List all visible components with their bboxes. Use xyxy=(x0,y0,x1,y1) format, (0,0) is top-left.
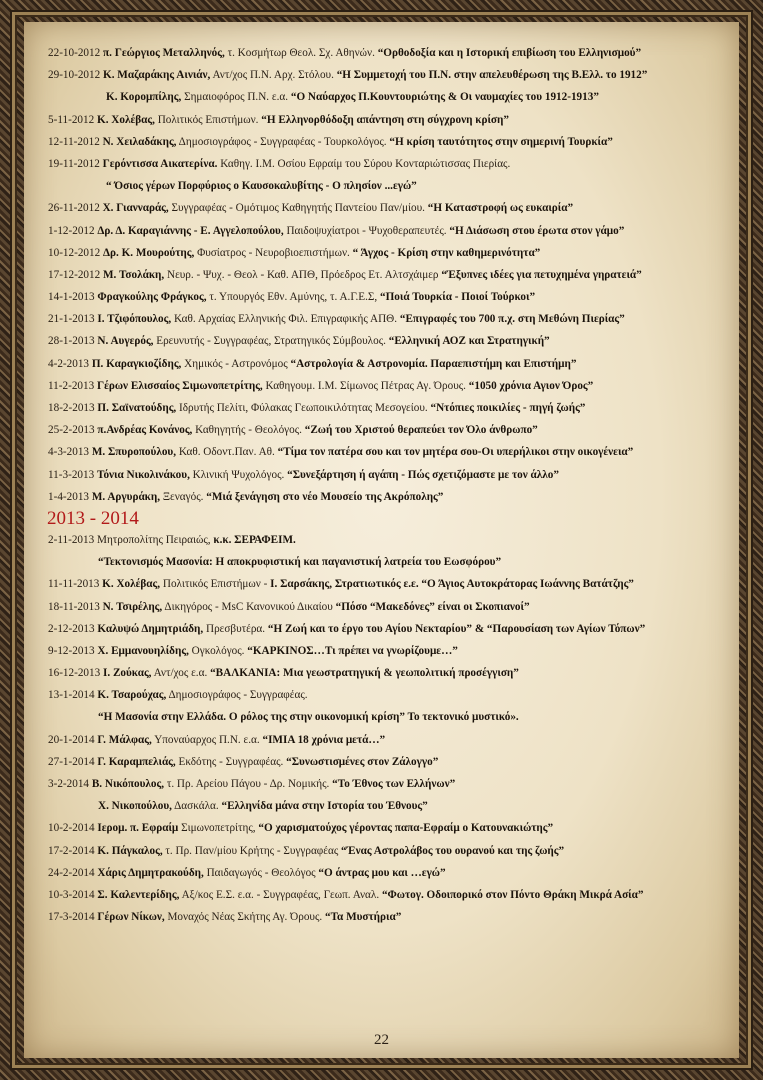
entry-date: 17-3-2014 xyxy=(48,911,95,924)
entry-title: κ.κ. ΣΕΡΑΦΕΙΜ. xyxy=(210,533,296,546)
entry-speaker: Ι. Ζούκας, xyxy=(103,667,152,680)
entry-speaker: Κ. Χολέβας, xyxy=(97,113,155,126)
entry-role: Κλινική Ψυχολόγος. xyxy=(189,468,285,481)
entry-date: 3-2-2014 xyxy=(48,778,90,790)
entry-title: “Το Έθνος των Ελλήνων” xyxy=(329,778,456,790)
entry-role: Καθηγητής - Θεολόγος. xyxy=(192,424,302,437)
entry-speaker: Κ. Τσαρούχας, xyxy=(97,689,167,702)
lecture-entry xyxy=(48,109,738,131)
entry-role: τ. Κοσμήτωρ Θεολ. Σχ. Αθηνών. xyxy=(224,47,375,59)
entry-speaker: Ν. Χειλαδάκης, xyxy=(102,135,177,148)
entry-role: Μοναχός Νέας Σκήτης Αγ. Όρους. xyxy=(164,911,323,924)
entry-title: “ΚΑΡΚΙΝΟΣ…Τι πρέπει να γνωρίζουμε…” xyxy=(244,644,458,657)
entry-role: Ξεναγός. xyxy=(160,490,204,503)
lecture-entry xyxy=(48,131,738,153)
lecture-entry xyxy=(48,264,738,286)
entry-speaker: Β. Νικόπουλος, xyxy=(91,778,165,790)
entry-date: 17-12-2012 xyxy=(48,268,101,281)
entry-date: 18-11-2013 xyxy=(48,600,100,613)
entry-role: Φυσίατρος - Νευροβιοεπιστήμων. xyxy=(194,246,350,259)
entry-date: 12-11-2012 xyxy=(48,135,100,148)
entry-date: 14-1-2013 xyxy=(48,291,95,304)
lecture-entry xyxy=(48,906,738,928)
entry-date: 16-12-2013 xyxy=(48,667,101,680)
entry-speaker: Γέρων Νίκων, xyxy=(97,911,165,924)
entry-title: “Πόσο “Μακεδόνες” είναι οι Σκοπιανοί” xyxy=(332,600,530,613)
lecture-entry xyxy=(48,486,738,508)
entry-role: Πρεσβυτέρα. xyxy=(203,622,266,635)
lecture-entry xyxy=(48,684,738,706)
lecture-entry xyxy=(48,817,738,839)
entry-speaker: Φραγκούλης Φράγκος, xyxy=(97,291,207,304)
entry-role: Συγγραφέας - Ομότιμος Καθηγητής Παντείου Παν/μίου. xyxy=(168,202,425,215)
entry-title: “Μιά ξενάγηση στο νέο Μουσείο της Ακρόπολης” xyxy=(203,490,444,503)
lecture-list-2013-2014 xyxy=(48,529,738,928)
entry-role: Σιμωνοπετρίτης, xyxy=(178,822,256,835)
lecture-entry xyxy=(48,153,738,175)
entry-date: 11-3-2013 xyxy=(48,468,95,481)
entry-role: Πολιτικός Επιστήμων. xyxy=(154,113,259,126)
entry-title: “Συνωστισμένες στον Ζάλογγο” xyxy=(283,755,439,768)
entry-speaker: Π. Σαϊνατούδης, xyxy=(97,402,177,414)
entry-date: 2-11-2013 xyxy=(48,533,95,546)
lecture-entry xyxy=(48,330,738,352)
lecture-entry xyxy=(48,464,738,486)
parchment-page xyxy=(24,22,739,1058)
entry-role: Σημαιοφόρος Π.Ν. ε.α. xyxy=(181,91,289,104)
entry-date: 9-12-2013 xyxy=(48,644,95,657)
entry-role: Αντ/χος ε.α. xyxy=(151,667,208,680)
entry-role: Δημοσιογράφος - Συγγραφέας. xyxy=(166,689,308,702)
lecture-entry xyxy=(48,86,738,108)
entry-title: “Ζωή του Χριστού θεραπεύει τον Όλο άνθρωπο” xyxy=(301,424,538,437)
lecture-entry xyxy=(48,773,738,795)
entry-date: 18-2-2013 xyxy=(48,402,95,414)
lecture-entry xyxy=(48,375,738,397)
entry-speaker: Χ. Εμμανουηλίδης, xyxy=(97,644,189,657)
entry-role: Ογκολόγος. xyxy=(188,644,245,657)
entry-speaker: Ν. Αυγερός, xyxy=(97,335,154,348)
lecture-entry xyxy=(48,286,738,308)
entry-role: Δημοσιογράφος - Συγγραφέας - Τουρκολόγος. xyxy=(176,135,387,148)
lecture-entry xyxy=(48,353,738,375)
lecture-entry xyxy=(48,42,738,64)
entry-title: “Ο χαρισματούχος γέροντας παπα-Εφραίμ ο Κατουνακιώτης” xyxy=(255,822,554,835)
entry-title: “Ορθοδοξία και η Ιστορική επιβίωση του Ελληνισμού” xyxy=(374,47,642,59)
entry-title: “Ποιά Τουρκία - Ποιοί Τούρκοι” xyxy=(377,291,536,304)
lecture-entry xyxy=(48,751,738,773)
entry-speaker: Μ. Σπυροπούλου, xyxy=(91,446,177,459)
entry-title: “Ελληνική ΑΟΖ και Στρατηγική” xyxy=(385,335,550,348)
entry-title: “Ένας Αστρολάβος του ουρανού και της ζωής” xyxy=(338,844,565,857)
entry-date: 24-2-2014 xyxy=(48,866,95,879)
entry-role: Παιδοψυχίατροι - Ψυχοθεραπευτές. xyxy=(283,224,447,237)
entry-title: “Συνεξάρτηση ή αγάπη - Πώς σχετιζόμαστε με τον άλλο” xyxy=(284,468,559,481)
entry-role: Καθηγουμ. Ι.Μ. Σίμωνος Πέτρας Αγ. Όρους. xyxy=(262,379,466,392)
lecture-entry xyxy=(48,573,738,595)
entry-title: “Η κρίση ταυτότητος στην σημερινή Τουρκία” xyxy=(386,135,613,148)
entry-title: “ Όσιος γέρων Πορφύριος ο Καυσοκαλυβίτης - Ο πλησίον ...εγώ” xyxy=(106,180,417,193)
entry-title: “ΙΜΙΑ 18 χρόνια μετά…” xyxy=(259,733,386,746)
lecture-entry xyxy=(48,795,738,817)
entry-date: 29-10-2012 xyxy=(48,69,101,82)
lecture-entry xyxy=(48,419,738,441)
entry-role: Εκδότης - Συγγραφέας. xyxy=(175,755,284,768)
entry-date: 10-12-2012 xyxy=(48,246,101,259)
entry-speaker: Κ. Χολέβας, xyxy=(102,578,161,591)
entry-date: 25-2-2013 xyxy=(48,424,95,437)
entry-role: Δασκάλα. xyxy=(171,800,219,813)
entry-role: Καθ. Οδοντ.Παν. Αθ. xyxy=(176,446,275,459)
entry-role: Αξ/κος Ε.Σ. ε.α. - Συγγραφέας, Γεωπ. Αναλ. xyxy=(179,888,380,901)
entry-speaker: Κ. Μαζαράκης Αινιάν, xyxy=(103,69,211,82)
entry-title: “Τεκτονισμός Μασονία: Η αποκρυφιστική και παγανιστική λατρεία του Εωσφόρου” xyxy=(98,556,502,569)
lecture-entry xyxy=(48,441,738,463)
lecture-list xyxy=(48,42,738,928)
entry-title: “Η Ζωή και το έργο του Αγίου Νεκταρίου” & “Παρουσίαση των Αγίων Τόπων” xyxy=(265,622,646,635)
entry-date: 13-1-2014 xyxy=(48,689,95,702)
entry-date: 27-1-2014 xyxy=(48,755,95,768)
entry-speaker: Γ. Μάλφας, xyxy=(97,733,152,746)
entry-speaker: π.Ανδρέας Κονάνος, xyxy=(97,424,193,437)
entry-title: “Ντόπιες ποικιλίες - πηγή ζωής” xyxy=(427,402,586,414)
lecture-entry xyxy=(48,397,738,419)
lecture-entry xyxy=(48,729,738,751)
entry-role: Καθ. Αρχαίας Ελληνικής Φιλ. Επιγραφικής ΑΠΘ. xyxy=(171,313,398,326)
entry-title: “Ο άντρας μου και …εγώ” xyxy=(315,866,446,879)
lecture-entry xyxy=(48,308,738,330)
lecture-entry xyxy=(48,242,738,264)
entry-date: 2-12-2013 xyxy=(48,622,95,635)
entry-speaker: Ν. Τσιρέλης, xyxy=(102,600,163,613)
entry-role: τ. Πρ. Παν/μίου Κρήτης - Συγγραφέας xyxy=(162,844,339,857)
entry-role: Παιδαγωγός - Θεολόγος xyxy=(203,866,316,879)
entry-role: Ερευνυτής - Συγγραφέας, Στρατηγικός Σύμβουλος. xyxy=(153,335,386,348)
entry-speaker: Σ. Καλεντερίδης, xyxy=(97,888,180,901)
entry-speaker: Χάρις Δημητρακούδη, xyxy=(97,866,204,879)
lecture-entry xyxy=(48,618,738,640)
entry-date: 10-3-2014 xyxy=(48,888,95,901)
entry-date: 11-11-2013 xyxy=(48,578,100,591)
entry-title: “Η Διάσωση στου έρωτα στον γάμο” xyxy=(446,224,625,237)
lecture-entry xyxy=(48,551,738,573)
entry-title: “ Άγχος - Κρίση στην καθημερινότητα” xyxy=(349,246,541,259)
page-number: 22 xyxy=(374,1032,389,1048)
entry-speaker: Μ. Αργυράκη, xyxy=(91,490,161,503)
entry-title: “Φωτογ. Οδοιπορικό στον Πόντο Θράκη Μικρά Ασία” xyxy=(379,888,644,901)
lecture-entry xyxy=(48,220,738,242)
entry-role: Μητροπολίτης Πειραιώς, xyxy=(97,533,211,546)
entry-role: τ. Υπουργός Εθν. Αμύνης, τ. Α.Γ.Ε.Σ, xyxy=(206,291,378,304)
entry-speaker: Κ. Κορομπίλης, xyxy=(106,91,182,104)
entry-speaker: Κ. Πάγκαλος, xyxy=(97,844,163,857)
lecture-entry xyxy=(48,64,738,86)
entry-speaker: Ιερομ. π. Εφραίμ xyxy=(97,822,179,835)
entry-speaker: π. Γεώργιος Μεταλληνός, xyxy=(103,47,225,59)
entry-date: 17-2-2014 xyxy=(48,844,95,857)
entry-date: 4-2-2013 xyxy=(48,357,90,370)
entry-date: 1-4-2013 xyxy=(48,490,90,503)
entry-role: Ιδρυτής Πελίτι, Φύλακας Γεωποικιλότητας Μεσογείου. xyxy=(176,402,428,414)
entry-title: Ι. Σαρσάκης, Στρατιωτικός ε.ε. “Ο Άγιος Αυτοκράτορας Ιωάννης Βατάτζης” xyxy=(267,578,634,591)
entry-date: 22-10-2012 xyxy=(48,47,101,59)
entry-title: “Επιγραφές του 700 π.χ. στη Μεθώνη Πιερίας” xyxy=(397,313,625,326)
entry-date: 26-11-2012 xyxy=(48,202,100,215)
lecture-entry xyxy=(48,706,738,728)
entry-date: 4-3-2013 xyxy=(48,446,90,459)
entry-date: 21-1-2013 xyxy=(48,313,95,326)
entry-role: Δικηγόρος - MsC Κανονικού Δικαίου xyxy=(162,600,333,613)
entry-speaker: Τόνια Νικολινάκου, xyxy=(97,468,190,481)
entry-role: τ. Πρ. Αρείου Πάγου - Δρ. Νομικής. xyxy=(164,778,330,790)
entry-speaker: Καλυψώ Δημητριάδη, xyxy=(97,622,204,635)
entry-role: Υποναύαρχος Π.Ν. ε.α. xyxy=(151,733,260,746)
entry-role: Αντ/χος Π.Ν. Αρχ. Στόλου. xyxy=(210,69,334,82)
entry-title: “Η Καταστροφή ως ευκαιρία” xyxy=(424,202,574,215)
entry-title: “Η Ελληνορθόδοξη απάντηση στη σύγχρονη κρίση” xyxy=(258,113,509,126)
entry-speaker: Δρ. Κ. Μουρούτης, xyxy=(103,246,195,259)
lecture-entry xyxy=(48,596,738,618)
lecture-entry xyxy=(48,640,738,662)
entry-speaker: Γερόντισσα Αικατερίνα. xyxy=(102,157,218,170)
entry-speaker: Χ. Γιανναράς, xyxy=(102,202,169,215)
entry-speaker: Δρ. Δ. Καραγιάννης - Ε. Αγγελοπούλου, xyxy=(97,224,284,237)
lecture-entry xyxy=(48,197,738,219)
entry-speaker: Ι. Τζιφόπουλος, xyxy=(97,313,172,326)
entry-title: “Η Συμμετοχή του Π.Ν. στην απελευθέρωση της Β.Ελλ. το 1912” xyxy=(333,69,648,82)
entry-title: “Ο Ναύαρχος Π.Κουντουριώτης & Οι ναυμαχίες του 1912-1913” xyxy=(288,91,599,104)
entry-title: “Τα Μυστήρια” xyxy=(322,911,402,924)
lecture-list-2012-2013 xyxy=(48,42,738,508)
lecture-entry xyxy=(48,884,738,906)
entry-speaker: Π. Καραγκιοζίδης, xyxy=(91,357,182,370)
year-heading: 2013 - 2014 xyxy=(47,507,139,529)
entry-speaker: Μ. Τσολάκη, xyxy=(103,268,165,281)
entry-role: Πολιτικός Επιστήμων - xyxy=(160,578,268,591)
entry-date: 28-1-2013 xyxy=(48,335,95,348)
entry-title: “Ελληνίδα μάνα στην Ιστορία του Έθνους” xyxy=(218,800,428,813)
lecture-entry xyxy=(48,862,738,884)
entry-title: “ΒΑΛΚΑΝΙΑ: Μια γεωστρατηγική & γεωπολιτική προσέγγιση” xyxy=(207,667,519,680)
entry-title: “Η Μασονία στην Ελλάδα. Ο ρόλος της στην οικονομική κρίση” Το τεκτονικό μυστικό». xyxy=(98,711,519,724)
entry-date: 20-1-2014 xyxy=(48,733,95,746)
entry-role: Καθηγ. Ι.Μ. Οσίου Εφραίμ του Σύρου Κονταριώτισσας Πιερίας. xyxy=(217,157,511,170)
entry-date: 1-12-2012 xyxy=(48,224,95,237)
entry-speaker: Χ. Νικοπούλου, xyxy=(98,800,172,813)
entry-speaker: Γ. Καραμπελιάς, xyxy=(97,755,176,768)
entry-date: 10-2-2014 xyxy=(48,822,95,835)
entry-date: 11-2-2013 xyxy=(48,379,95,392)
entry-role: Χημικός - Αστρονόμος xyxy=(181,357,288,370)
lecture-entry xyxy=(48,662,738,684)
entry-role: Νευρ. - Ψυχ. - Θεολ - Καθ. ΑΠΘ, Πρόεδρος Ετ. Αλτσχάιμερ xyxy=(164,268,439,281)
entry-title: “1050 χρόνια Αγιον Όρος” xyxy=(465,379,594,392)
lecture-entry xyxy=(48,529,738,551)
lecture-entry xyxy=(48,175,738,197)
entry-title: “Αστρολογία & Αστρονομία. Παραεπιστήμη και Επιστήμη” xyxy=(287,357,577,370)
entry-title: “Έξυπνες ιδέες για πετυχημένα γηρατειά” xyxy=(438,268,642,281)
entry-date: 5-11-2012 xyxy=(48,113,95,126)
entry-speaker: Γέρων Ελισσαίος Σιμωνοπετρίτης, xyxy=(97,379,263,392)
entry-title: “Τίμα τον πατέρα σου και τον μητέρα σου-Οι υπερήλικοι στην οικογένεια” xyxy=(274,446,634,459)
lecture-entry xyxy=(48,840,738,862)
entry-date: 19-11-2012 xyxy=(48,157,100,170)
